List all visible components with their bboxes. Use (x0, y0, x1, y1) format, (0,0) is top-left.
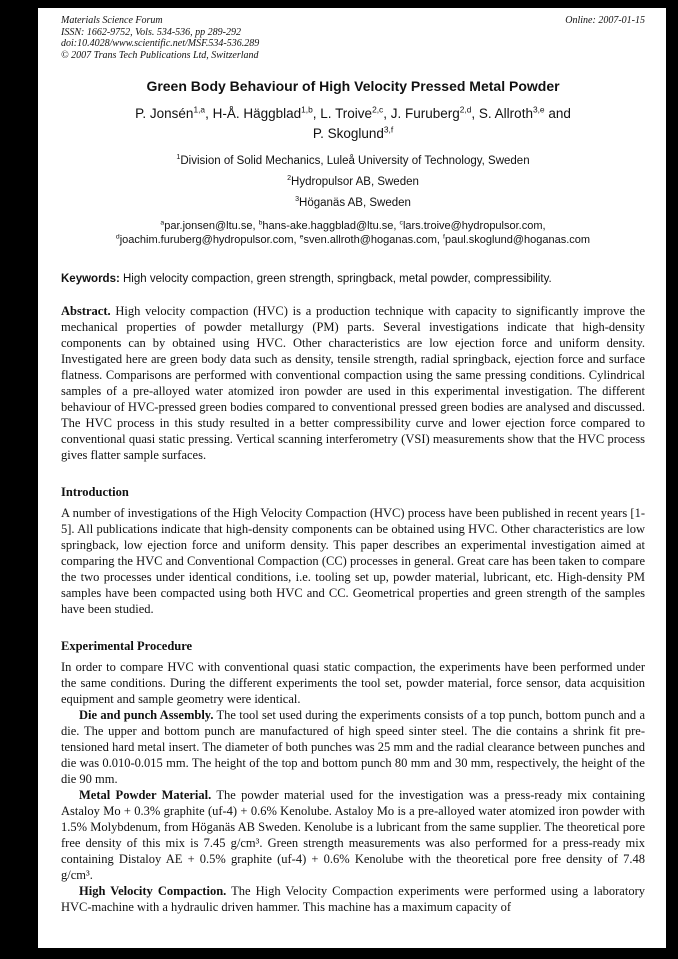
paragraph-text: The High Velocity Compaction experiments were performed using a laboratory HVC-machine with a hydraulic driven hammer. This machine has a maximum capacity of (61, 884, 645, 914)
email-line (61, 233, 645, 247)
affiliation-mark: 2 (287, 174, 292, 183)
author-separator: , (471, 106, 479, 121)
keywords-line (61, 272, 645, 287)
author-affil-mark: 3,e (532, 104, 545, 115)
author-separator: , (205, 106, 213, 121)
keywords-text: High velocity compaction, green strength, springback, metal powder, compressibility. (123, 273, 552, 285)
affiliation-line (61, 154, 645, 168)
email-mark: b (258, 219, 263, 227)
email-separator: , (252, 220, 259, 232)
author-name: P. Skoglund (312, 126, 384, 141)
keywords-label: Keywords: (61, 273, 120, 285)
paper-title: Green Body Behaviour of High Velocity Pressed Metal Powder (146, 78, 560, 94)
author-affil-mark: 1,a (193, 104, 206, 115)
author-affil-mark: 2,d (459, 104, 472, 115)
affiliation-line (61, 175, 645, 189)
paragraph-lead: Metal Powder Material. (79, 788, 212, 802)
section-heading-introduction: Introduction (61, 485, 129, 499)
body-paragraph (61, 883, 645, 915)
email-address: lars.troive@hydropulsor.com (402, 220, 543, 232)
author-name: L. Troive (320, 106, 373, 121)
affiliation-line (61, 196, 645, 210)
email-address: sven.allroth@hoganas.com (303, 234, 437, 246)
abstract-text: High velocity compaction (HVC) is a production technique with capacity to significantly improve the mechanical properties of powder metallurgy (PM) parts. Several investigations indicate that high-density components can by obtained using HVC. Other characteristics are low ejection force and uniform density. Investigated here are green body data such as density, tensile strength, radial springback, ejection force and surface flatness. Comparisons are performed with conventional compaction using the same pressing conditions. Cylindrical samples of a pre-alloyed water atomized iron powder are used in this experimental investigation. The different behaviour of HVC-pressed green bodies compared to conventional pressed green bodies are analysed and discussed. The HVC process in this study resulted in a better compressibility curve and lower ejection force compared to conventional quasi static pressing. Vertical scanning interferometry (VSI) measurements show that the HVC process gives flatter sample surfaces. (61, 304, 645, 462)
doi-line: doi:10.4028/www.scientific.net/MSF.534-536.289 (61, 38, 260, 49)
paragraph-text: The powder material used for the investigation was a press-ready mix containing Astaloy Mo + 0.3% graphite (uf-4) + 0.6% Kenolube. Astaloy Mo is a pre-alloyed water atomized iron powder with 1.5% Molybdenum, from Höganäs AB Sweden. Kenolube is a lubricant from the same supplier. The theoretical pore free density of this mix is 7.45 g/cm³. Green strength measurements was also performed for a press-ready mix containing Distaloy AE + 0.5% graphite (uf-4) + 0.6% Kenolube with the theoretical pore free density of 7.48 g/cm³. (61, 788, 645, 882)
publication-info (61, 15, 259, 61)
author-separator: and (544, 106, 571, 121)
email-separator: , (436, 234, 444, 246)
affiliations (61, 154, 645, 210)
author-affil-mark: 3,f (383, 124, 394, 135)
author-name: P. Jonsén (135, 106, 194, 121)
email-line (61, 219, 645, 233)
author-name: J. Furuberg (390, 106, 460, 121)
affiliation-mark: 1 (176, 153, 181, 162)
email-address: hans-ake.haggblad@ltu.se (262, 220, 394, 232)
authors-line (61, 104, 645, 144)
author-affil-mark: 2,c (372, 104, 384, 115)
author-separator: , (312, 106, 321, 121)
issn-line: ISSN: 1662-9752, Vols. 534-536, pp 289-292 (61, 26, 241, 38)
paragraph-text: A number of investigations of the High Velocity Compaction (HVC) process have been published in recent years [1-5]. All publications indicate that high-density components can be obtained using HVC. Other characteristics are low springback, low ejection force and uniform density. This paper describes an experimental investigation aimed at comparing the HVC and Conventional Compaction (CC) processes in general. Great care has been taken to compare the two processes under identical conditions, i.e. tooling set up, powder material, lubricant, etc. High-density PM samples have been compacted using both HVC and CC. Geometrical properties and green strength of the samples have been studied. (61, 506, 645, 616)
paragraph-text: In order to compare HVC with conventional quasi static compaction, the experiments have been performed under the same conditions. During the different experiments the tool set, powder material, force sensor, data acquisition equipment and sample geometry were identical. (61, 660, 645, 706)
author-emails (61, 219, 645, 247)
email-address: joachim.furuberg@hydropulsor.com (119, 234, 294, 246)
paragraph-lead: High Velocity Compaction. (79, 884, 227, 898)
section-heading-experimental-procedure: Experimental Procedure (61, 639, 193, 653)
email-mark: d (115, 233, 120, 241)
email-address: paul.skoglund@hoganas.com (444, 234, 591, 246)
abstract-paragraph (61, 303, 645, 463)
journal-name: Materials Science Forum (61, 15, 163, 26)
paragraph-text: The tool set used during the experiments consists of a top punch, bottom punch and a die. The upper and bottom punch are manufactured of high speed sinter steel. The die contains a shrink fit pre-tensioned hard metal insert. The diameter of both punches was 25 mm and the radial clearance between punches and die was 0.010-0.015 mm. The height of the top and bottom punch 80 mm and 30 mm, respectively, the height of the die 90 mm. (61, 708, 645, 786)
abstract-label: Abstract. (61, 304, 111, 318)
email-mark: f (443, 233, 445, 241)
email-separator: , (393, 220, 400, 232)
body-paragraph (61, 787, 645, 883)
author-affil-mark: 1,b (301, 104, 313, 115)
affiliation-text: Division of Solid Mechanics, Luleå University of Technology, Sweden (180, 155, 530, 167)
affiliation-text: Höganäs AB, Sweden (299, 197, 411, 209)
page-header (61, 15, 645, 61)
author-separator: , (383, 106, 391, 121)
email-mark: a (160, 219, 165, 227)
online-date: Online: 2007-01-15 (565, 15, 645, 26)
author-name: H-Å. Häggblad (212, 106, 302, 121)
paragraph-lead: Die and punch Assembly. (79, 708, 214, 722)
author-name: S. Allroth (478, 106, 533, 121)
body-paragraph (61, 505, 645, 617)
email-separator: , (542, 220, 546, 232)
copyright-line: © 2007 Trans Tech Publications Ltd, Switzerland (61, 49, 259, 61)
body-paragraph (61, 707, 645, 787)
paper-page (38, 8, 666, 948)
email-address: par.jonsen@ltu.se (164, 220, 253, 232)
email-mark: c (399, 219, 403, 227)
email-mark: e (299, 233, 304, 241)
email-separator: , (293, 234, 300, 246)
affiliation-mark: 3 (295, 195, 300, 204)
affiliation-text: Hydropulsor AB, Sweden (291, 176, 419, 188)
body-paragraph (61, 659, 645, 707)
